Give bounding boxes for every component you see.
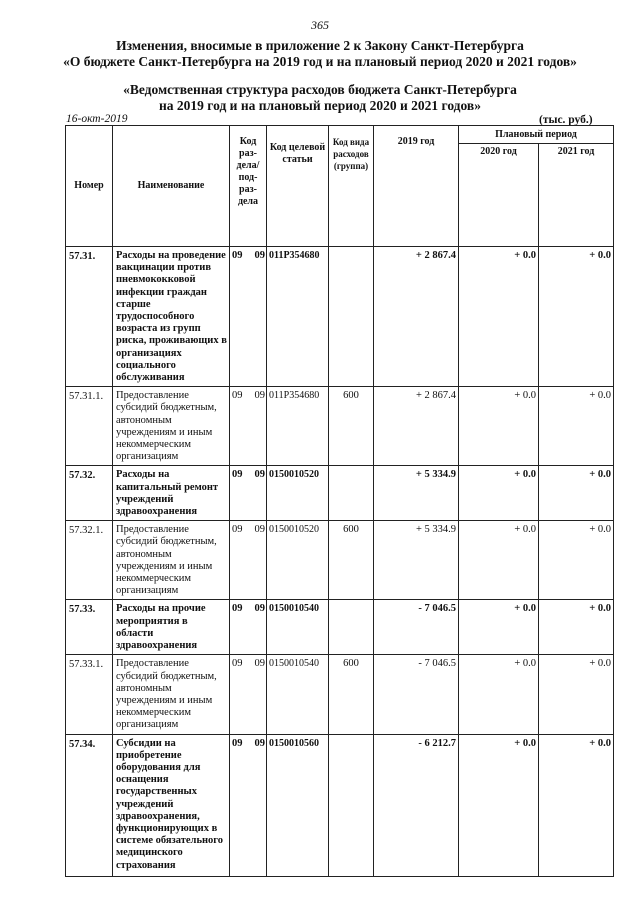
row-name: Расходы на проведение вакцинации против пневмококковой инфекции граждан старше трудоспособного возраста из групп риска, проживающих в организациях социального обслуживания: [113, 247, 230, 387]
col-header-2021: 2021 год: [539, 144, 614, 247]
subsection-code: 09: [254, 250, 265, 261]
subsection-code: 09: [254, 390, 265, 402]
table-row: [66, 387, 614, 466]
row-number: 57.33.: [66, 600, 113, 655]
section-code: 09: [232, 524, 243, 536]
row-value-2021: + 0.0: [539, 247, 614, 387]
subsection-code: 09: [254, 469, 265, 481]
col-header-number: Номер: [66, 126, 113, 247]
title-line-1: Изменения, вносимые в приложение 2 к Закону Санкт-Петербурга: [116, 38, 524, 53]
row-target-code: 0150010540: [267, 655, 329, 734]
row-value-2019: + 5 334.9: [374, 521, 459, 600]
subsection-code: 09: [254, 603, 265, 615]
row-value-2019: - 7 046.5: [374, 600, 459, 655]
page-number: 365: [311, 18, 329, 32]
row-number: 57.31.1.: [66, 387, 113, 466]
section-code: 09: [232, 390, 243, 402]
row-value-2020: + 0.0: [459, 521, 539, 600]
table-title-line-2: на 2019 год и на плановый период 2020 и 2021 годов»: [159, 98, 481, 113]
row-number: 57.31.: [66, 247, 113, 387]
subsection-code: 09: [254, 658, 265, 670]
row-expense-group: [329, 600, 374, 655]
col-header-target: Код целевой статьи: [267, 126, 329, 247]
document-date: 16-окт-2019: [66, 113, 128, 125]
row-expense-group: [329, 466, 374, 521]
row-value-2021: + 0.0: [539, 466, 614, 521]
row-section-code: [230, 734, 267, 876]
units-label: (тыс. руб.): [539, 114, 593, 126]
row-expense-group: [329, 247, 374, 387]
row-expense-group: 600: [329, 655, 374, 734]
row-target-code: 0150010560: [267, 734, 329, 876]
row-section-code: [230, 247, 267, 387]
subsection-code: 09: [254, 737, 265, 749]
row-name: Предоставление субсидий бюджетным, автономным учреждениям и иным некоммерческим организациям: [113, 521, 230, 600]
col-header-section: Код раз-дела/ под-раз-дела: [230, 126, 267, 247]
row-value-2020: + 0.0: [459, 247, 539, 387]
section-code: 09: [232, 250, 243, 261]
row-value-2019: + 2 867.4: [374, 387, 459, 466]
row-target-code: 0150010520: [267, 521, 329, 600]
row-number: 57.32.: [66, 466, 113, 521]
row-target-code: 0150010520: [267, 466, 329, 521]
col-header-planned-period: Плановый период: [459, 126, 614, 144]
row-number: 57.32.1.: [66, 521, 113, 600]
row-value-2020: + 0.0: [459, 734, 539, 876]
row-name: Расходы на прочие мероприятия в области здравоохранения: [113, 600, 230, 655]
table-title: [0, 82, 640, 114]
col-header-expense-type: Код вида расходов (группа): [329, 126, 374, 247]
row-value-2019: - 6 212.7: [374, 734, 459, 876]
row-target-code: 011P354680: [267, 387, 329, 466]
row-section-code: [230, 655, 267, 734]
row-value-2021: + 0.0: [539, 387, 614, 466]
col-header-2020: 2020 год: [459, 144, 539, 247]
section-code: 09: [232, 658, 243, 670]
section-code: 09: [232, 603, 243, 615]
row-value-2019: + 2 867.4: [374, 247, 459, 387]
row-number: 57.34.: [66, 734, 113, 876]
row-value-2020: + 0.0: [459, 387, 539, 466]
row-section-code: [230, 466, 267, 521]
table-row: [66, 247, 614, 387]
row-name: Расходы на капитальный ремонт учреждений здравоохранения: [113, 466, 230, 521]
table-row: [66, 521, 614, 600]
document-title: [0, 38, 640, 70]
row-section-code: [230, 600, 267, 655]
row-target-code: 0150010540: [267, 600, 329, 655]
row-value-2020: + 0.0: [459, 600, 539, 655]
budget-table: [65, 125, 614, 877]
col-header-2019: 2019 год: [374, 126, 459, 247]
section-code: 09: [232, 469, 243, 481]
row-expense-group: [329, 734, 374, 876]
row-expense-group: 600: [329, 387, 374, 466]
row-section-code: [230, 521, 267, 600]
row-expense-group: 600: [329, 521, 374, 600]
row-name: Субсидии на приобретение оборудования для оснащения государственных учреждений здравоохранения, функционирующих в системе обязательного медицинского страхования: [113, 734, 230, 876]
row-number: 57.33.1.: [66, 655, 113, 734]
row-target-code: 011P354680: [267, 247, 329, 387]
row-value-2021: + 0.0: [539, 655, 614, 734]
subsection-code: 09: [254, 524, 265, 536]
col-header-name: Наименование: [113, 126, 230, 247]
row-value-2019: - 7 046.5: [374, 655, 459, 734]
table-row: [66, 655, 614, 734]
row-value-2020: + 0.0: [459, 655, 539, 734]
row-name: Предоставление субсидий бюджетным, автономным учреждениям и иным некоммерческим организациям: [113, 387, 230, 466]
row-value-2021: + 0.0: [539, 734, 614, 876]
row-section-code: [230, 387, 267, 466]
row-value-2020: + 0.0: [459, 466, 539, 521]
table-row: [66, 600, 614, 655]
table-title-line-1: «Ведомственная структура расходов бюджета Санкт-Петербурга: [123, 82, 517, 97]
table-row: [66, 734, 614, 876]
title-line-2: «О бюджете Санкт-Петербурга на 2019 год и на плановый период 2020 и 2021 годов»: [63, 54, 577, 69]
table-row: [66, 466, 614, 521]
row-value-2021: + 0.0: [539, 600, 614, 655]
row-value-2019: + 5 334.9: [374, 466, 459, 521]
section-code: 09: [232, 737, 243, 749]
row-name: Предоставление субсидий бюджетным, автономным учреждениям и иным некоммерческим организациям: [113, 655, 230, 734]
row-value-2021: + 0.0: [539, 521, 614, 600]
